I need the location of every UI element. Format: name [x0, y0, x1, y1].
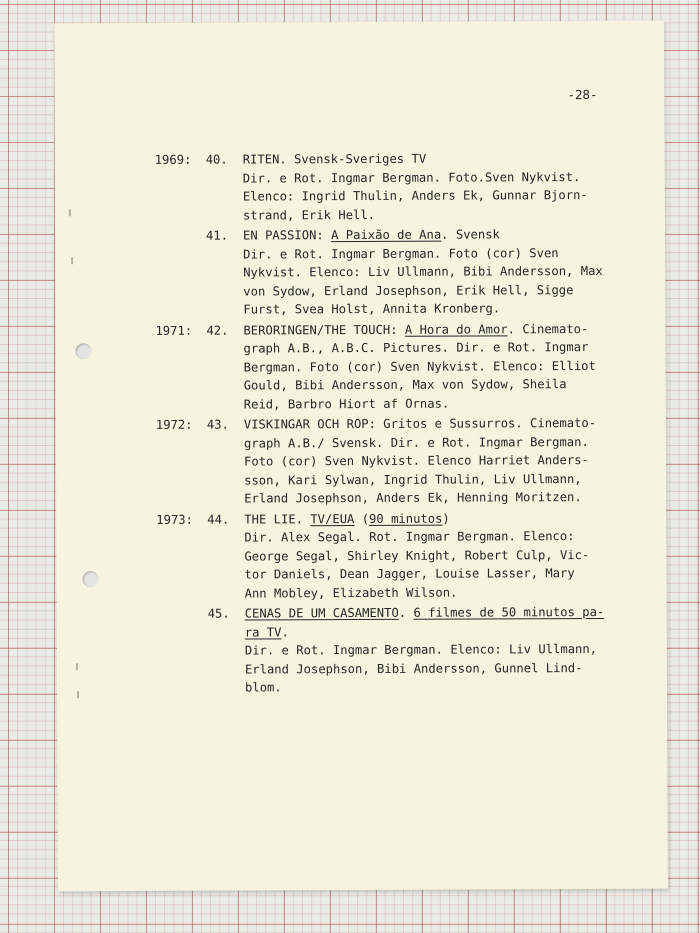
entry-number: 40. — [205, 152, 228, 167]
filmography-entry — [156, 508, 656, 603]
entry-line — [244, 564, 656, 584]
entry-line — [244, 527, 656, 547]
text-segment: Erland Josephson, Bibi Andersson, Gunnel Lind- — [244, 660, 583, 677]
paper-mark — [77, 691, 79, 698]
text-segment: graph A.B., A.B.C. Pictures. Dir. e Rot. Ingmar — [243, 340, 589, 356]
paper-mark — [76, 663, 78, 670]
underlined-text: 90 minutos — [369, 511, 443, 526]
entry-year: 1971: — [155, 323, 193, 338]
entry-line — [243, 299, 655, 319]
filmography-entry — [155, 149, 655, 225]
text-segment: Dir. Alex Segal. Rot. Ingmar Bergman. Elenco: — [244, 529, 575, 545]
entry-line — [244, 545, 656, 565]
entry-line — [244, 414, 656, 434]
filmography-entry — [155, 225, 655, 320]
entry-number: 42. — [206, 323, 229, 338]
entry-line — [244, 356, 656, 376]
entry-year: 1969: — [154, 152, 192, 167]
underlined-text: ra TV — [244, 624, 282, 640]
text-segment: VISKINGAR OCH ROP: Gritos e Sussurros. Cinemato- — [243, 415, 597, 432]
text-segment: Reid, Barbro Hiort af Ornas. — [243, 396, 450, 412]
filmography-list — [155, 149, 657, 700]
text-segment: . Svensk — [441, 227, 500, 242]
text-segment: . — [281, 624, 289, 639]
entry-line — [244, 488, 656, 508]
entry-line — [245, 658, 657, 678]
entry-line — [245, 621, 657, 641]
entry-line — [243, 319, 655, 339]
entry-year: 1973: — [156, 512, 193, 527]
punch-hole — [83, 571, 99, 587]
text-segment: . — [398, 605, 414, 620]
text-segment: sson, Kari Sylwan, Ingrid Thulin, Liv Ullmann, — [244, 471, 582, 488]
entry-number: 41. — [206, 228, 229, 243]
entry-line — [245, 640, 657, 660]
text-segment: von Sydow, Erland Josephson, Erik Hell, Sigge — [243, 282, 574, 299]
entry-line — [243, 149, 655, 169]
entry-number: 44. — [207, 512, 230, 527]
text-segment: ( — [354, 511, 370, 526]
entry-year: 1972: — [155, 417, 193, 432]
filmography-entry — [157, 603, 657, 698]
page-number: -28- — [567, 86, 598, 103]
text-segment: Dir. e Rot. Ingmar Bergman. Foto (cor) Sven — [243, 245, 559, 262]
entry-line — [243, 186, 655, 206]
text-segment: Nykvist. Elenco: Liv Ullmann, Bibi Andersson, Max — [243, 263, 603, 280]
text-segment: Ann Mobley, Elizabeth Wilson. — [244, 585, 458, 601]
paper-mark — [69, 209, 71, 216]
entry-line — [245, 677, 657, 697]
underlined-text: CENAS DE UM CASAMENTO — [244, 605, 399, 621]
text-segment: . Cinemato- — [507, 321, 589, 336]
text-segment: ) — [442, 511, 450, 526]
text-segment: George Segal, Shirley Knight, Robert Culp, Vic- — [244, 547, 590, 564]
entry-line — [243, 167, 655, 187]
text-segment: tor Daniels, Dean Jagger, Louise Lasser, Mary — [244, 566, 575, 582]
entry-line — [244, 432, 656, 452]
underlined-text: A Paixão de Ana — [331, 227, 442, 243]
entry-line — [243, 225, 655, 245]
text-segment: Furst, Svea Holst, Annita Kronberg. — [243, 301, 501, 317]
text-segment: RITEN. Svensk-Sveriges TV — [242, 151, 427, 167]
text-segment: BERORINGEN/THE TOUCH: — [243, 322, 405, 338]
underlined-text: TV/EUA — [310, 511, 355, 526]
text-segment: blom. — [244, 680, 282, 695]
paper-mark — [71, 257, 73, 264]
text-segment: EN PASSION: — [243, 228, 332, 243]
text-segment: Foto (cor) Sven Nykvist. Elenco Harriet Anders- — [243, 453, 589, 469]
entry-line — [243, 338, 655, 358]
underlined-text: 6 filmes de 50 minutos pa- — [413, 604, 605, 620]
entry-number: 43. — [206, 417, 229, 432]
entry-line — [244, 375, 656, 395]
entry-line — [244, 508, 656, 528]
underlined-text: A Hora do Amor — [404, 321, 508, 337]
entry-line — [244, 393, 656, 413]
text-segment: THE LIE. — [244, 511, 311, 527]
text-segment: Elenco: Ingrid Thulin, Anders Ek, Gunnar Bjorn- — [242, 188, 588, 204]
filmography-entry — [156, 414, 656, 509]
entry-line — [245, 582, 657, 602]
text-segment: Gould, Bibi Andersson, Max von Sydow, Sheila — [243, 377, 567, 393]
entry-line — [243, 280, 655, 300]
document-page — [54, 21, 668, 892]
entry-line — [245, 603, 657, 623]
entry-line — [243, 204, 655, 224]
text-segment: Bergman. Foto (cor) Sven Nykvist. Elenco: Elliot — [243, 358, 596, 375]
filmography-entry — [155, 319, 655, 414]
text-segment: Dir. e Rot. Ingmar Bergman. Elenco: Liv Ullmann, — [244, 641, 598, 658]
entry-line — [243, 243, 655, 263]
text-segment: Dir. e Rot. Ingmar Bergman. Foto.Sven Nykvist. — [242, 169, 581, 186]
text-segment: graph A.B./ Svensk. Dir. e Rot. Ingmar Bergman. — [243, 434, 589, 451]
text-segment: Erland Josephson, Anders Ek, Henning Moritzen. — [244, 490, 582, 506]
entry-line — [244, 451, 656, 471]
punch-hole — [76, 343, 92, 359]
entry-line — [243, 262, 655, 282]
entry-number: 45. — [207, 606, 230, 621]
entry-line — [244, 469, 656, 489]
text-segment: strand, Erik Hell. — [242, 207, 376, 223]
